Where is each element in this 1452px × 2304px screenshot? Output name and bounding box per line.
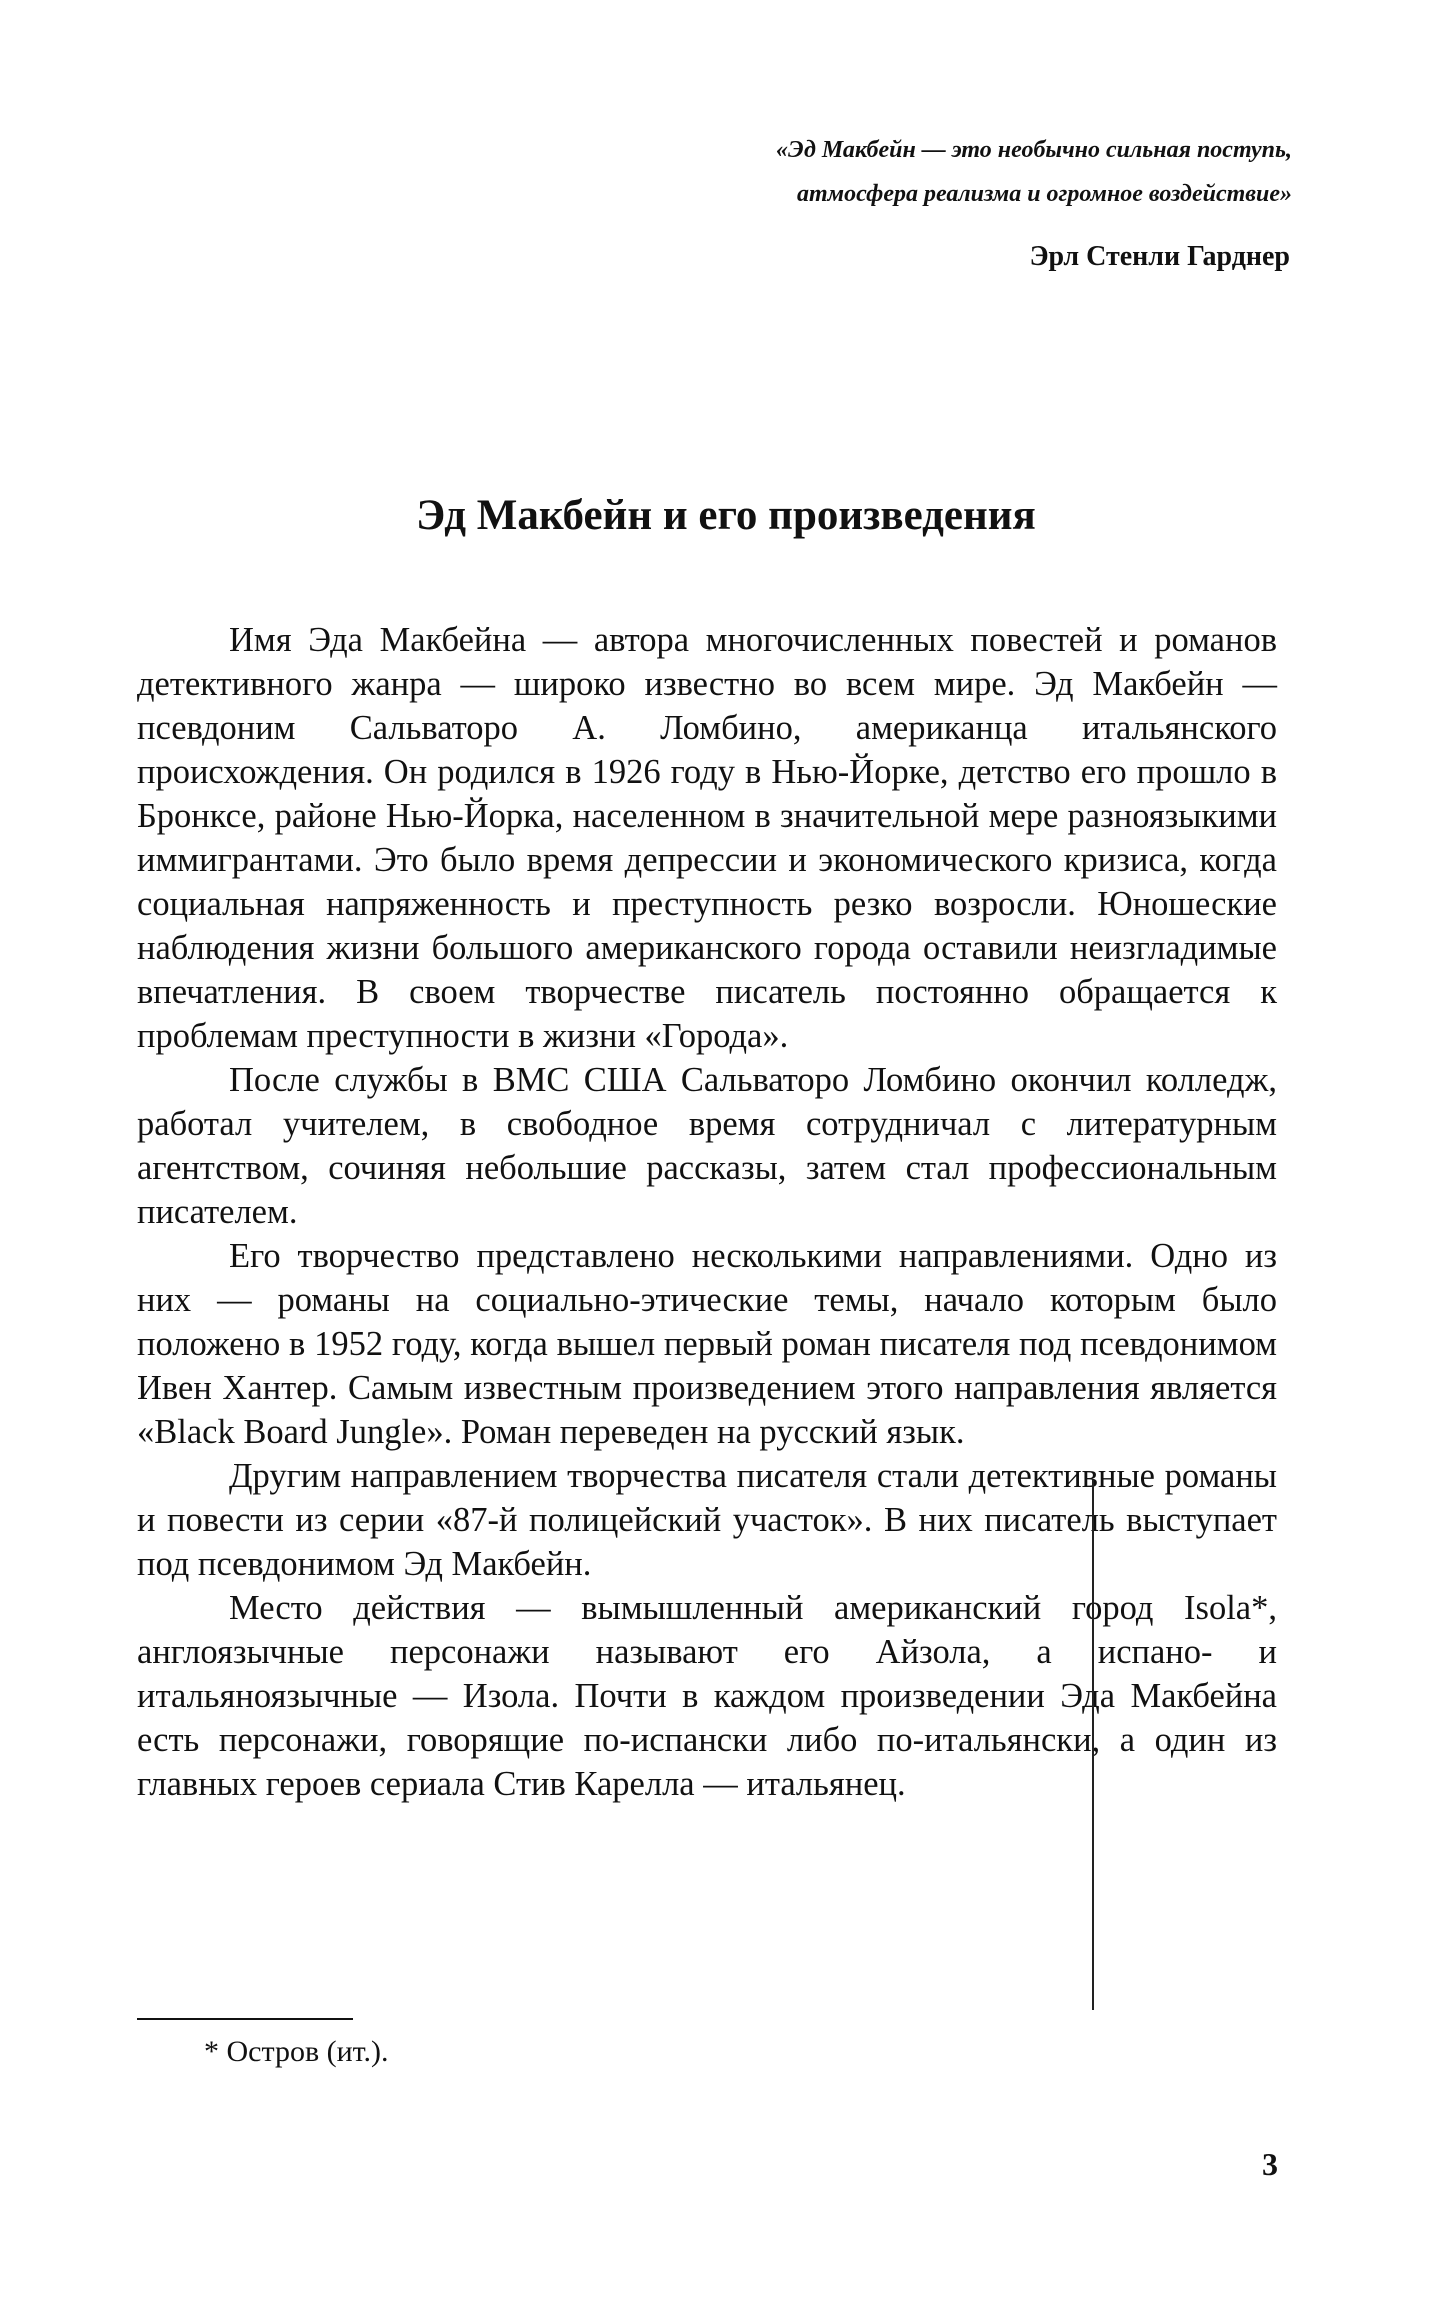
footnote-divider: [137, 2018, 353, 2020]
body-text: [137, 618, 1277, 1806]
footnote: * Остров (ит.).: [204, 2035, 389, 2068]
epigraph-author: Эрл Стенли Гарднер: [1029, 241, 1290, 272]
epigraph-quote: [392, 128, 1292, 216]
paragraph: Место действия — вымышленный американский город Isola*, англоязычные персонажи называют его Айзола, а испано- и итальяноязычные — Изола. Почти в каждом произведении Эда Макбейна есть персонажи, говорящие по-испански либо по-итальянски, а один из главных героев сериала Стив Карелла — итальянец.: [137, 1589, 1277, 1803]
paragraph: Его творчество представлено несколькими направлениями. Одно из них — романы на социально-этические темы, начало которым было положено в 1952 году, когда вышел первый роман писателя под псевдонимом Ивен Хантер. Самым известным произведением этого направления является «Black Board Jungle». Роман переведен на русский язык.: [137, 1237, 1277, 1451]
paragraph: Имя Эда Макбейна — автора многочисленных повестей и романов детективного жанра — широко известно во всем мире. Эд Макбейн — псевдоним Сальваторо А. Ломбино, американца итальянского происхождения. Он родился в 1926 году в Нью-Йорке, детство его прошло в Бронксе, районе Нью-Йорка, населенном в значительной мере разноязыкими иммигрантами. Это было время депрессии и экономического кризиса, когда социальная напряженность и преступность резко возросли. Юношеские наблюдения жизни большого американского города оставили неизгладимые впечатления. В своем творчестве писатель постоянно обращается к проблемам преступности в жизни «Города».: [137, 621, 1277, 1055]
paragraph: Другим направлением творчества писателя стали детективные романы и повести из серии «87-й полицейский участок». В них писатель выступает под псевдонимом Эд Макбейн.: [137, 1457, 1277, 1583]
page-number: 3: [1262, 2146, 1278, 2182]
page-title: Эд Макбейн и его произведения: [416, 492, 1036, 539]
epigraph-line: атмосфера реализма и огромное воздействие»: [797, 181, 1292, 207]
epigraph-line: «Эд Макбейн — это необычно сильная поступь,: [776, 137, 1292, 163]
paragraph: После службы в ВМС США Сальваторо Ломбино окончил колледж, работал учителем, в свободное время сотрудничал с литературным агентством, сочиняя небольшие рассказы, затем стал профессиональным писателем.: [137, 1061, 1277, 1231]
margin-mark-line: [1092, 1480, 1094, 2010]
